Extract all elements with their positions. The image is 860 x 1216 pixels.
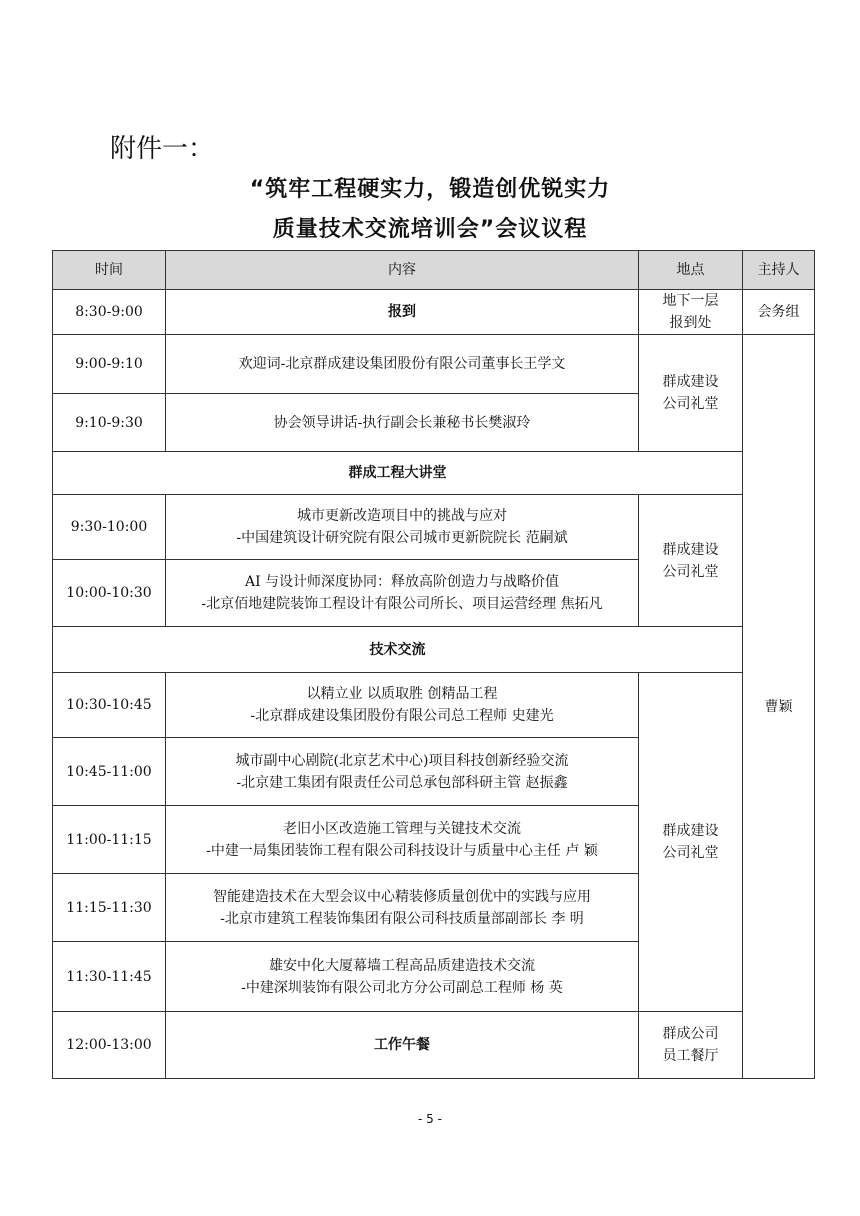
- speaker-line: -北京佰地建院装饰工程设计有限公司所长、项目运营经理 焦拓凡: [201, 596, 603, 612]
- location-cell: [639, 335, 743, 452]
- table-row: [53, 290, 815, 335]
- speaker-line: -北京建工集团有限责任公司总承包部科研主管 赵振鑫: [236, 774, 568, 791]
- content-cell: [166, 560, 639, 627]
- host-cell: 会务组: [743, 290, 815, 335]
- location-line: 报到处: [669, 315, 712, 331]
- location-cell: [639, 495, 743, 627]
- content-cell: [166, 942, 639, 1012]
- content-cell: 欢迎词-北京群成建设集团股份有限公司董事长王学文: [166, 335, 639, 394]
- table-row: [53, 1012, 815, 1079]
- location-line: 公司礼堂: [662, 396, 719, 412]
- location-line: 群成公司: [662, 1026, 719, 1042]
- header-host: 主持人: [743, 251, 815, 290]
- speaker-line: -中国建筑设计研究院有限公司城市更新院院长 范嗣斌: [236, 530, 568, 546]
- section-title: 群成工程大讲堂: [53, 452, 743, 495]
- speaker-line: -中建深圳装饰有限公司北方分公司副总工程师 杨 英: [241, 979, 563, 996]
- time-cell: 12:00-13:00: [53, 1012, 166, 1079]
- time-cell: 9:30-10:00: [53, 495, 166, 560]
- speaker-line: -北京群成建设集团股份有限公司总工程师 史建光: [250, 708, 554, 724]
- time-cell: 10:00-10:30: [53, 560, 166, 627]
- topic-line: 雄安中化大厦幕墙工程高品质建造技术交流: [269, 957, 535, 974]
- location-line: 群成建设: [662, 374, 719, 390]
- time-cell: 8:30-9:00: [53, 290, 166, 335]
- time-cell: 9:10-9:30: [53, 394, 166, 452]
- attachment-label: 附件一：: [110, 134, 215, 164]
- location-line: 群成建设: [662, 823, 719, 839]
- header-time: 时间: [53, 251, 166, 290]
- location-line: 群成建设: [662, 541, 719, 558]
- topic-line: 老旧小区改造施工管理与关键技术交流: [283, 820, 521, 837]
- content-cell: [166, 738, 639, 806]
- title-line-2: 质量技术交流培训会”会议议程: [272, 217, 588, 242]
- agenda-table: [52, 250, 815, 1079]
- title-line-1: “筑牢工程硬实力，锻造创优锐实力: [249, 177, 611, 202]
- content-cell: [166, 495, 639, 560]
- location-line: 员工餐厅: [662, 1048, 719, 1064]
- location-cell: [639, 290, 743, 335]
- location-cell: [639, 673, 743, 1012]
- topic-line: 城市副中心剧院(北京艺术中心)项目科技创新经验交流: [235, 752, 569, 769]
- header-location: 地点: [639, 251, 743, 290]
- topic-line: 智能建造技术在大型会议中心精装修质量创优中的实践与应用: [213, 888, 591, 905]
- location-line: 地下一层: [662, 293, 719, 309]
- content-cell: [166, 673, 639, 738]
- topic-line: AI 与设计师深度协同：释放高阶创造力与战略价值: [244, 574, 560, 590]
- topic-line: 城市更新改造项目中的挑战与应对: [297, 508, 507, 524]
- time-cell: 11:30-11:45: [53, 942, 166, 1012]
- header-content: 内容: [166, 251, 639, 290]
- topic-line: 以精立业 以质取胜 创精品工程: [306, 686, 498, 702]
- time-cell: 10:30-10:45: [53, 673, 166, 738]
- time-cell: 9:00-9:10: [53, 335, 166, 394]
- table-row: [53, 335, 815, 394]
- speaker-line: -中建一局集团装饰工程有限公司科技设计与质量中心主任 卢 颖: [206, 842, 598, 859]
- time-cell: 11:15-11:30: [53, 874, 166, 942]
- location-line: 公司礼堂: [662, 563, 719, 580]
- content-cell: [166, 806, 639, 874]
- content-cell: 工作午餐: [166, 1012, 639, 1079]
- host-cell: 曹颖: [743, 335, 815, 1079]
- speaker-line: -北京市建筑工程装饰集团有限公司科技质量部副部长 李 明: [220, 910, 584, 927]
- content-cell: [166, 874, 639, 942]
- content-cell: 协会领导讲话-执行副会长兼秘书长樊淑玲: [166, 394, 639, 452]
- table-header-row: [53, 251, 815, 290]
- time-cell: 10:45-11:00: [53, 738, 166, 806]
- table-row: [53, 673, 815, 738]
- section-row: [53, 452, 815, 495]
- location-line: 公司礼堂: [662, 845, 719, 861]
- content-cell: 报到: [166, 290, 639, 335]
- location-cell: [639, 1012, 743, 1079]
- time-cell: 11:00-11:15: [53, 806, 166, 874]
- table-row: [53, 495, 815, 560]
- section-title: 技术交流: [53, 627, 743, 673]
- page-number: - 5 -: [418, 1112, 442, 1126]
- section-row: [53, 627, 815, 673]
